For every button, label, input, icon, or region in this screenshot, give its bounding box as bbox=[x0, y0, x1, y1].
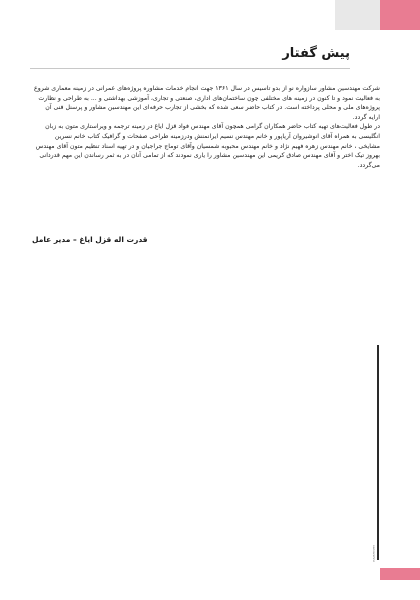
page-title: پیش گفتار bbox=[282, 46, 350, 61]
footer-accent-bar bbox=[380, 568, 420, 580]
paragraph-2: در طول فعالیت‌های تهیه کتاب حاضر همکاران گرامی همچون آقای مهندس فواد قزل ایاغ در زمینه ترجمه و ویراستاری متون به زبان انگلیسی به همراه آقای انوشیروان آریاپور و خانم مهندس نسیم ایرانمنش ودرزمینه طراحی صفحات و گرافیک کتاب خانم نسرین مشایخی ، خانم مهندس زهره فهیم نژاد و خانم مهندس محبوبه شمسیان وآقای توماج جراجیان و در تهیه اسناد تنظیم متون آقای مهندس بهروز تیک اختر و آقای مهندس صادق کریمی این مهندسین مشاور را یاری نمودند که از تمامی آنان در به ثمر رساندن این مهم قدردانی می‌گردد. bbox=[35, 123, 380, 169]
side-code: sazvarehno bbox=[372, 545, 376, 563]
paragraph-1: شرکت مهندسین مشاور سازواره نو از بدو تاسیس در سال ۱۳۶۱ جهت انجام خدمات مشاوره پروژه‌های عمرانی در زمینه معماری شروع به فعالیت نمود و تا کنون در زمینه های مختلفی چون ساختمان‌های اداری، صنعتی و تجاری، آموزشی بهداشتی و ... به طراحی و نظارت پروژه‌های ملی و محلی پرداخته است. در کتاب حاضر سعی شده که بخشی از تجارب حرفه‌ای این مهندسین مشاور و پرسنل فنی آن ارایه گردد. bbox=[34, 85, 380, 121]
title-bar bbox=[30, 40, 350, 69]
top-accent-pink bbox=[380, 0, 420, 30]
vertical-rule bbox=[377, 345, 379, 560]
body-text bbox=[32, 84, 380, 170]
signature: قدرت اله قزل ایاغ – مدیر عامل bbox=[32, 235, 148, 244]
